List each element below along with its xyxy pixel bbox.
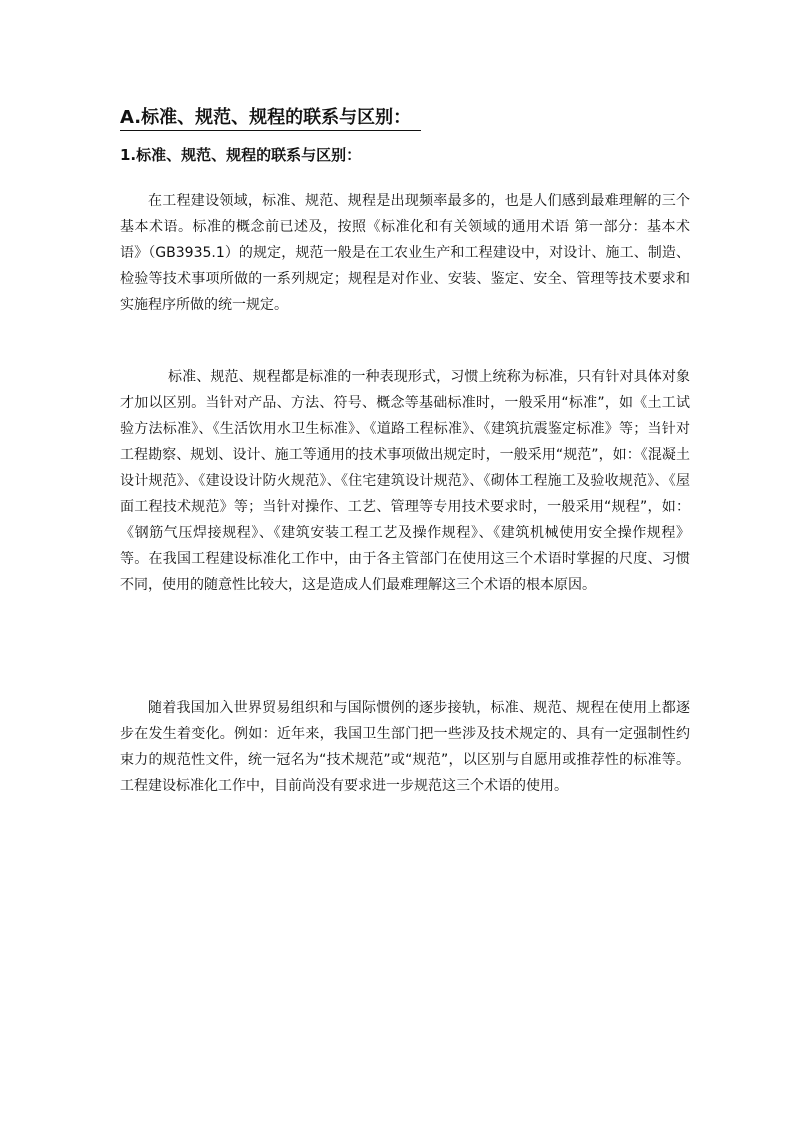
paragraph-3: 随着我国加入世界贸易组织和与国际惯例的逐步接轨，标准、规范、规程在使用上都逐步在发生着变化。例如：近年来，我国卫生部门把一些涉及技术规定的、具有一定强制性约束力的规范性文件，统一冠名为“技术规范”或“规范”，以区别与自愿用或推荐性的标准等。工程建设标准化工作中，目前尚没有要求进一步规范这三个术语的使用。 [120, 700, 690, 794]
sub-heading: 1.标准、规范、规程的联系与区别： [120, 146, 362, 164]
paragraph-1: 在工程建设领域，标准、规范、规程是出现频率最多的，也是人们感到最难理解的三个基本术语。标准的概念前已述及，按照《标准化和有关领域的通用术语 第一部分：基本术语》（GB3935.1）的规定，规范一般是在工农业生产和工程建设中，对设计、施工、制造、检验等技术事项所做的一系列规定；规程是对作业、安装、鉴定、安全、管理等技术要求和实施程序所做的统一规定。 [120, 193, 690, 313]
main-heading: A.标准、规范、规程的联系与区别： [120, 106, 421, 131]
paragraph-2: 标准、规范、规程都是标准的一种表现形式，习惯上统称为标准，只有针对具体对象才加以区别。当针对产品、方法、符号、概念等基础标准时，一般采用“标准”，如《土工试验方法标准》、《生活饮用水卫生标准》、《道路工程标准》、《建筑抗震鉴定标准》等；当针对工程勘察、规划、设计、施工等通用的技术事项做出规定时，一般采用“规范”，如：《混凝土设计规范》、《建设设计防火规范》、《住宅建筑设计规范》、《砌体工程施工及验收规范》、《屋面工程技术规范》等；当针对操作、工艺、管理等专用技术要求时，一般采用“规程”，如：《钢筋气压焊接规程》、《建筑安装工程工艺及操作规程》、《建筑机械使用安全操作规程》等。在我国工程建设标准化工作中，由于各主管部门在使用这三个术语时掌握的尺度、习惯不同，使用的随意性比较大，这是造成人们最难理解这三个术语的根本原因。 [120, 369, 690, 593]
